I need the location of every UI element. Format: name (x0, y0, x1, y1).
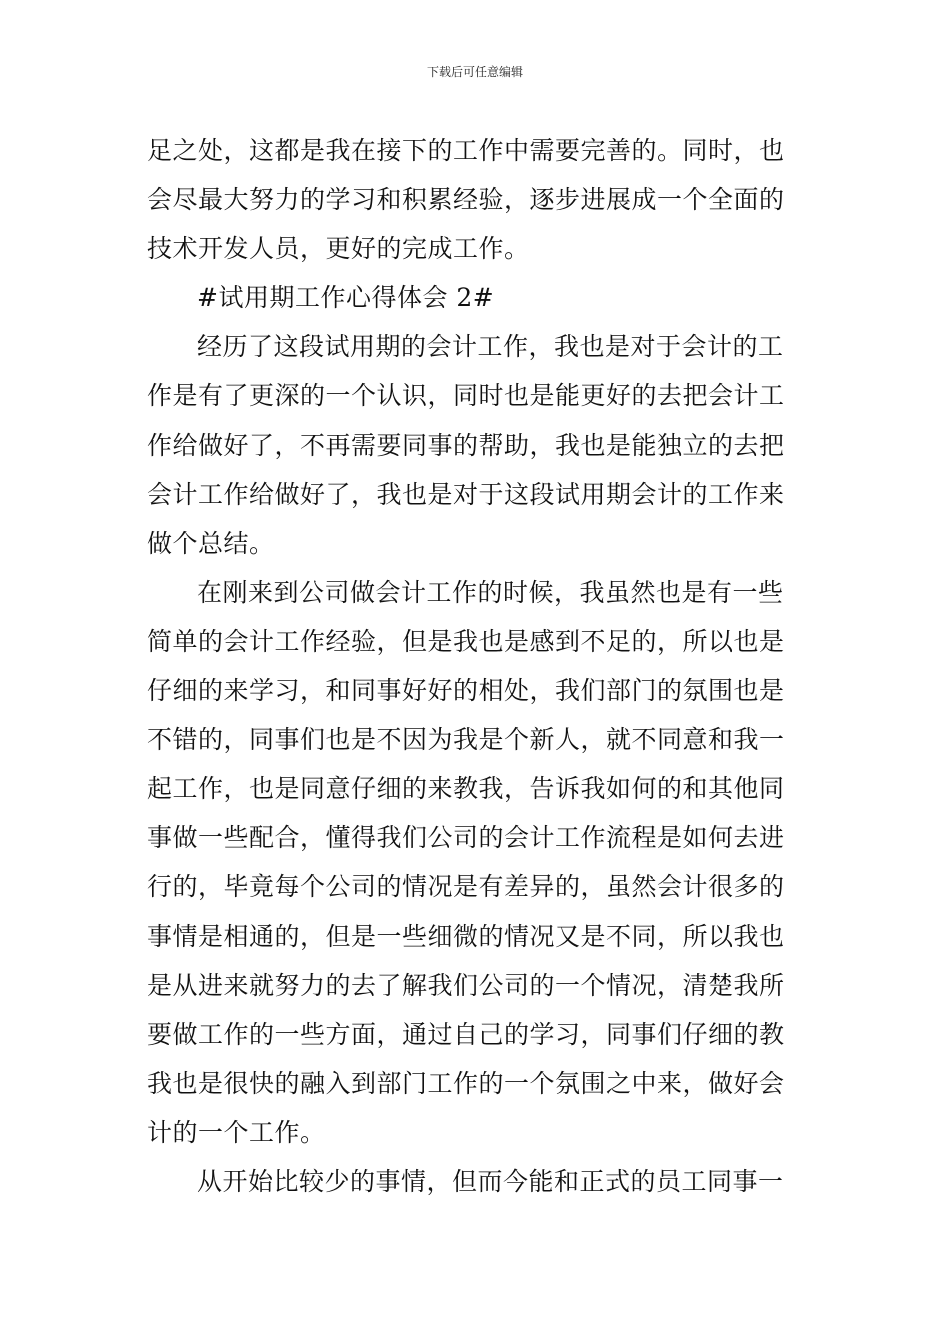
text-line: 足之处，这都是我在接下的工作中需要完善的。同时，也 (147, 136, 785, 165)
text-line: 不错的，同事们也是不因为我是个新人，就不同意和我一 (147, 725, 785, 755)
document-body (147, 126, 809, 1206)
text-line: 作给做好了，不再需要同事的帮助，我也是能独立的去把 (147, 430, 785, 460)
page-header: 下载后可任意编辑 (426, 65, 523, 79)
text-line: 作是有了更深的一个认识，同时也是能更好的去把会计工 (147, 381, 785, 411)
text-line: 要做工作的一些方面，通过自己的学习，同事们仔细的教 (147, 1019, 785, 1049)
text-line: 事情是相通的，但是一些细微的情况又是不同，所以我也 (147, 921, 785, 951)
text-line: 我也是很快的融入到部门工作的一个氛围之中来，做好会 (147, 1068, 785, 1098)
text-line: 简单的会计工作经验，但是我也是感到不足的，所以也是 (147, 626, 785, 656)
text-line: 事做一些配合，懂得我们公司的会计工作流程是如何去进 (147, 823, 785, 853)
text-line: 会尽最大努力的学习和积累经验，逐步进展成一个全面的 (147, 185, 785, 215)
paragraph-first-line: 在刚来到公司做会计工作的时候，我虽然也是有一些 (197, 577, 784, 607)
text-line: 技术开发人员，更好的完成工作。 (147, 234, 530, 264)
text-line: 起工作，也是同意仔细的来教我，告诉我如何的和其他同 (147, 774, 785, 804)
paragraph-first-line: 从开始比较少的事情，但而今能和正式的员工同事一 (197, 1166, 784, 1196)
text-line: 做个总结。 (147, 528, 275, 558)
text-line: 仔细的来学习，和同事好好的相处，我们部门的氛围也是 (147, 676, 785, 706)
text-line: 会计工作给做好了，我也是对于这段试用期会计的工作来 (147, 479, 785, 509)
text-line: 是从进来就努力的去了解我们公司的一个情况，清楚我所 (147, 970, 785, 1000)
text-line: 计的一个工作。 (147, 1117, 326, 1147)
paragraph-first-line: 经历了这段试用期的会计工作，我也是对于会计的工 (197, 332, 784, 362)
section-heading: #试用期工作心得体会 2# (197, 283, 495, 313)
text-line: 行的，毕竟每个公司的情况是有差异的，虽然会计很多的 (147, 872, 785, 902)
